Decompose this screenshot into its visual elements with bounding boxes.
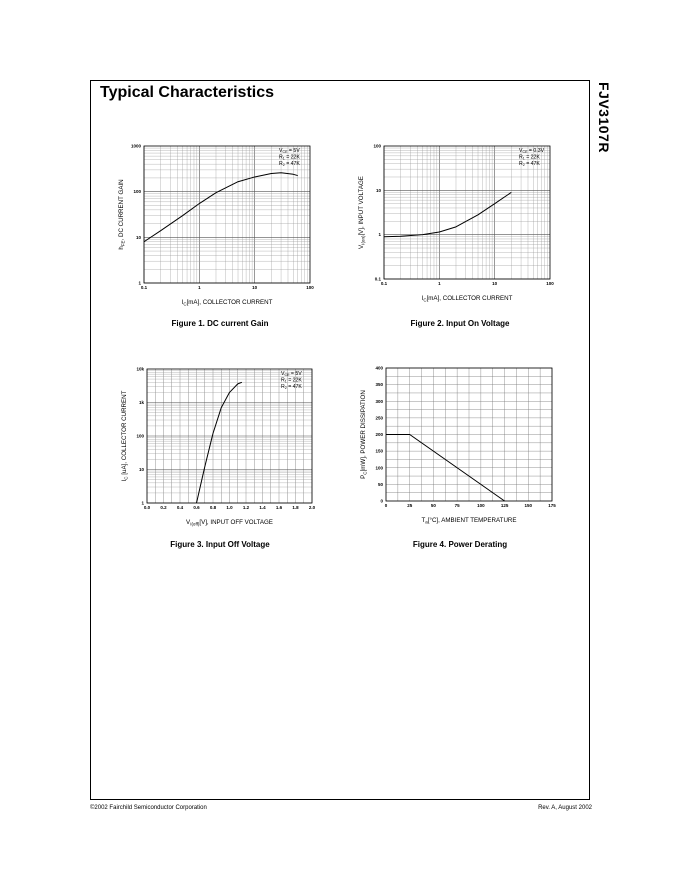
fig3-x-tick-label: 1.8 — [292, 505, 299, 510]
fig2-x-tick-label: 100 — [546, 281, 554, 286]
fig3-x-tick-label: 0.0 — [143, 505, 151, 510]
fig3-y-tick-label: 1 — [141, 500, 144, 506]
fig1-y-tick-label: 1000 — [130, 143, 141, 149]
fig4-y-tick-label: 400 — [375, 365, 383, 371]
fig3-x-tick-label: 0.2 — [160, 505, 167, 510]
fig1-x-tick-label: 0.1 — [140, 285, 148, 290]
fig2-x-tick-label: 1 — [438, 281, 441, 286]
fig2-legend-entry: $R_2 = 47K$ — [519, 161, 540, 168]
fig4-x-tick-label: 0 — [384, 503, 388, 508]
fig4-y-tick-label: 350 — [375, 382, 383, 388]
footer-revision: Rev. A, August 2002 — [538, 805, 592, 811]
fig2-y-tick-label: 100 — [373, 143, 381, 149]
part-number: FJV3107R — [596, 82, 612, 153]
fig1-x-tick-label: 100 — [306, 285, 314, 290]
fig1-y-tick-label: 10 — [135, 234, 141, 240]
fig3-x-tick-label: 0.8 — [209, 505, 217, 510]
fig2-x-tick-label: 0.1 — [380, 281, 388, 286]
fig3-x-tick-label: 1.2 — [242, 505, 250, 510]
fig2-y-axis-label: $V_{I(on)}[V]$, INPUT VOLTAGE — [358, 176, 366, 249]
fig1-x-tick-label: 1 — [198, 285, 201, 290]
fig3-x-axis-label: $V_{I(off)}[V]$, INPUT OFF VOLTAGE — [186, 519, 273, 527]
fig4-y-tick-label: 250 — [375, 415, 383, 421]
fig4-x-tick-label: 50 — [430, 503, 436, 508]
fig3-y-tick-label: 10k — [136, 366, 144, 372]
fig3-y-tick-label: 100 — [136, 433, 144, 439]
fig2-y-tick-label: 10 — [375, 187, 381, 193]
fig4-y-tick-label: 200 — [375, 432, 383, 437]
figure-4-caption: Figure 4. Power Derating — [412, 540, 508, 549]
fig3-y-tick-label: 10 — [138, 467, 144, 472]
fig3-chart — [121, 367, 316, 527]
fig3-x-tick-label: 1.0 — [226, 505, 233, 510]
fig2-chart — [358, 144, 554, 303]
fig2-y-tick-label: 0.1 — [374, 276, 381, 282]
fig1-x-tick-label: 10 — [252, 285, 258, 290]
fig4-y-tick-label: 300 — [375, 398, 383, 404]
fig4-x-axis-label: $T_a[^\circ C]$, AMBIENT TEMPERATURE — [421, 517, 517, 525]
fig2-x-axis-label: $I_C[mA]$, COLLECTOR CURRENT — [421, 295, 513, 303]
fig4-y-axis-label: $P_C[mW]$, POWER DISSIPATION — [360, 390, 368, 479]
fig4-chart — [360, 366, 556, 525]
fig3-legend-entry: $R_2 = 47K$ — [281, 384, 302, 391]
fig4-x-tick-label: 125 — [500, 503, 509, 508]
fig2-x-tick-label: 10 — [492, 281, 498, 286]
fig3-x-tick-label: 0.6 — [193, 505, 200, 510]
figure-2-caption: Figure 2. Input On Voltage — [410, 319, 510, 328]
fig1-chart — [118, 144, 314, 307]
fig2-y-tick-label: 1 — [378, 232, 381, 238]
fig3-x-tick-label: 1.6 — [275, 505, 283, 510]
fig1-legend-entry: $V_{CE} = 5V$ — [279, 148, 300, 155]
fig3-x-tick-label: 0.4 — [176, 505, 184, 510]
fig4-y-tick-label: 50 — [377, 481, 383, 487]
fig1-legend-entry: $R_1 = 22K$ — [279, 154, 300, 161]
fig4-x-tick-label: 25 — [407, 503, 413, 508]
fig1-y-tick-label: 1 — [138, 280, 141, 286]
fig2-legend-entry: $V_{CE} = 0.3V$ — [519, 148, 545, 155]
fig3-series-line — [197, 382, 242, 503]
fig3-legend-entry: $R_1 = 22K$ — [281, 377, 302, 384]
fig4-x-tick-label: 100 — [477, 503, 485, 508]
fig1-y-axis-label: $h_{FE}$, DC CURRENT GAIN — [118, 179, 126, 250]
footer-copyright: ©2002 Fairchild Semiconductor Corporation — [90, 805, 207, 811]
page-title: Typical Characteristics — [100, 84, 275, 101]
fig1-legend-entry: $R_2 = 47K$ — [279, 161, 300, 168]
fig4-y-tick-label: 0 — [380, 498, 383, 504]
figure-1-caption: Figure 1. DC current Gain — [171, 319, 269, 328]
fig4-x-tick-label: 150 — [524, 503, 533, 508]
fig2-legend-entry: $R_1 = 22K$ — [519, 154, 540, 161]
fig3-y-axis-label: $I_C$ [uA], COLLECTOR CURRENT — [121, 390, 129, 482]
fig3-y-tick-label: 1k — [138, 400, 144, 405]
fig3-x-tick-label: 2.0 — [308, 505, 316, 510]
fig1-series-line — [144, 173, 298, 242]
fig1-x-axis-label: $I_C[mA]$, COLLECTOR CURRENT — [181, 299, 273, 307]
fig4-y-tick-label: 100 — [375, 465, 383, 471]
fig4-x-tick-label: 75 — [454, 503, 460, 508]
figure-3-caption: Figure 3. Input Off Voltage — [170, 540, 270, 549]
fig4-y-tick-label: 150 — [375, 448, 383, 454]
fig1-y-tick-label: 100 — [133, 189, 141, 195]
fig4-x-tick-label: 175 — [548, 503, 556, 508]
fig3-legend-entry: $V_{CE} = 5V$ — [281, 371, 302, 378]
fig3-x-tick-label: 1.4 — [259, 505, 266, 510]
